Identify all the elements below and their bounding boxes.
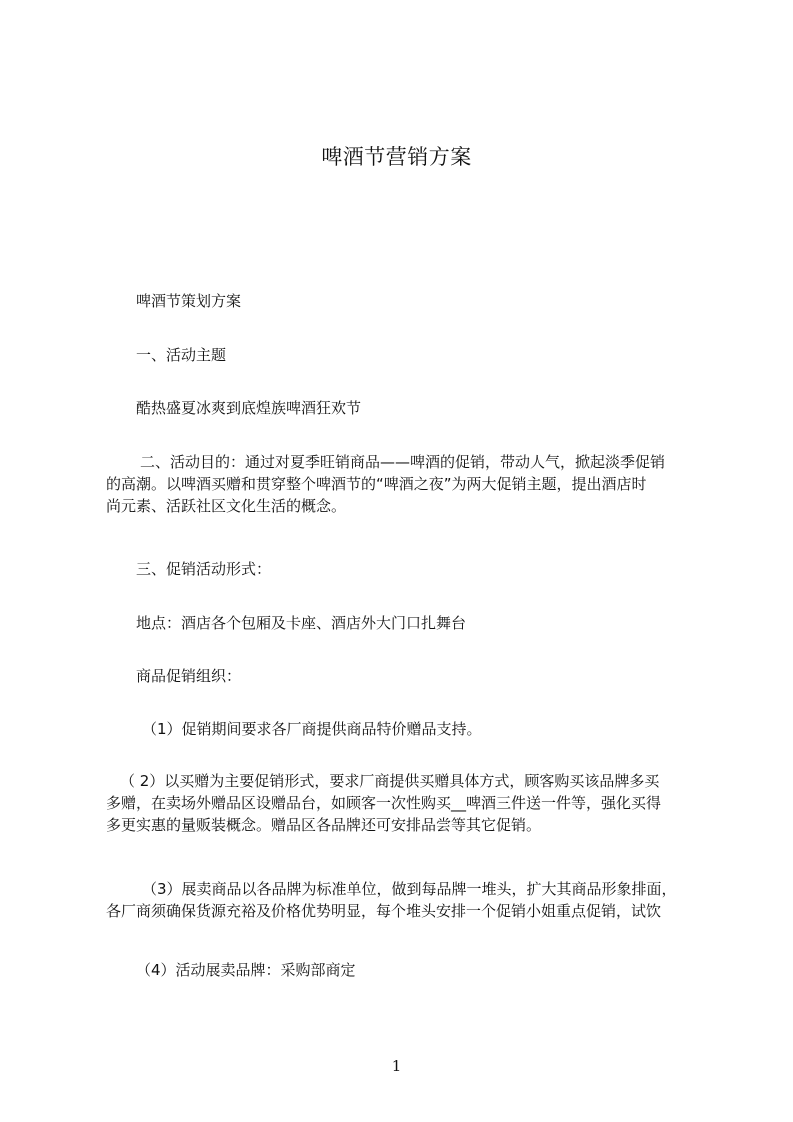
section-heading-theme [106, 344, 718, 366]
paragraph-plan-heading [106, 290, 718, 312]
list-item-3 [106, 878, 718, 922]
text-line: （ 2）以买赠为主要促销形式，要求厂商提供买赠具体方式，顾客购买该品牌多买 [120, 772, 660, 790]
list-item-4 [106, 959, 718, 981]
section-heading-format [106, 558, 718, 580]
paragraph-location [106, 612, 718, 634]
text-line: 商品促销组织： [136, 667, 242, 685]
text-line: 一、活动主题 [136, 346, 227, 364]
text-line: 多赠，在卖场外赠品区设赠品台，如顾客一次性购买__啤酒三件送一件等，强化买得 [106, 794, 662, 812]
list-item-1 [106, 718, 718, 740]
text-line: 啤酒节策划方案 [136, 292, 242, 310]
paragraph-organization [106, 665, 718, 687]
paragraph-theme [106, 397, 718, 419]
list-item-2 [106, 770, 718, 836]
paragraph-purpose [106, 451, 718, 517]
text-line: 各厂商须确保货源充裕及价格优势明显，每个堆头安排一个促销小姐重点促销，试饮 [106, 902, 662, 920]
text-line: 尚元素、活跃社区文化生活的概念。 [106, 497, 347, 515]
text-line: （1）促销期间要求各厂商提供商品特价赠品支持。 [142, 720, 482, 738]
page-number: 1 [391, 1057, 402, 1075]
text-line: （4）活动展卖品牌：采购部商定 [136, 961, 356, 979]
text-line: 多更实惠的量贩装概念。赠品区各品牌还可安排品尝等其它促销。 [106, 816, 542, 834]
text-line: （3）展卖商品以各品牌为标准单位，做到每品牌一堆头，扩大其商品形象排面， [142, 880, 677, 898]
page-title: 啤酒节营销方案 [321, 145, 472, 169]
text-line: 酷热盛夏冰爽到底煌族啤酒狂欢节 [136, 399, 362, 417]
text-line: 的高潮。以啤酒买赠和贯穿整个啤酒节的“啤酒之夜”为两大促销主题，提出酒店时 [106, 475, 647, 493]
text-line: 三、促销活动形式： [136, 560, 272, 578]
text-line: 二、活动目的：通过对夏季旺销商品——啤酒的促销，带动人气，掀起淡季促销 [140, 453, 666, 471]
text-line: 地点：酒店各个包厢及卡座、酒店外大门口扎舞台 [136, 614, 467, 632]
